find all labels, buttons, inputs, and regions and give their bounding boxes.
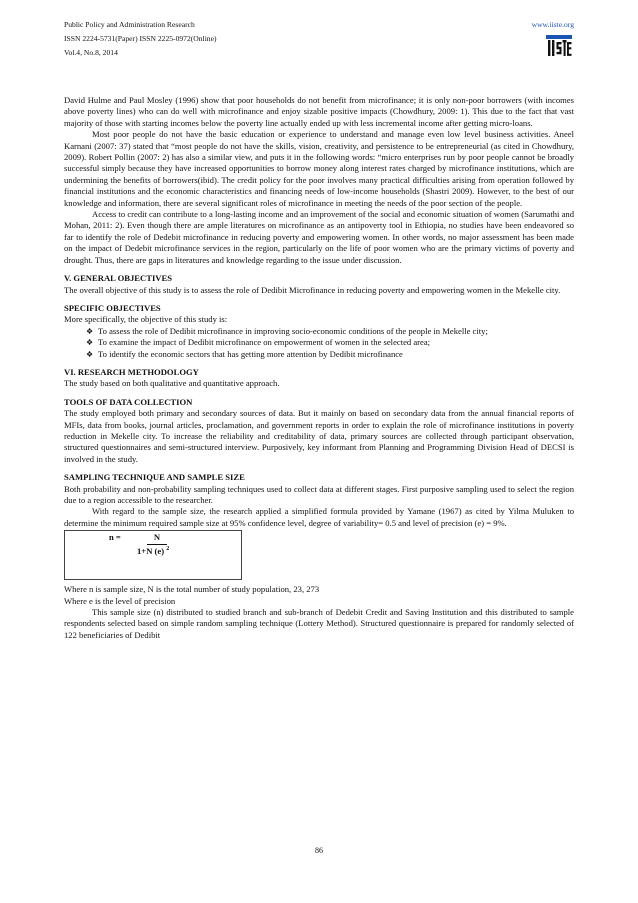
volume-line: Vol.4, No.8, 2014 (64, 48, 118, 57)
specific-objectives-intro: More specifically, the objective of this study is: (64, 314, 228, 325)
journal-title: Public Policy and Administration Research (64, 20, 195, 29)
intro-paragraph-2: Most poor people do not have the basic education or experience to understand and manage even low level business activities. Aneel Karnani (2007: 37) stated that “most people do not have the skills, vision, creativity, and persistence to be entrepreneurial (as cited in Chowdhury, 2009). Robert Pollin (2007: 2) has also a similar view, and puts it in the following words: “micro enterprises run by poor people cannot be broadly successful simply because they have increased opportunities to borrow money along interest rates charged by microfinance institutions, which are undermining the benefits of borrowers(ibid). The credit policy for the poor involves many practical difficulties arising from operation followed by financial institutions and the economic characteristics and financing needs of low-income households (Shastri 2009). However, to the best of our knowledge and information, there are several significant roles of microfinance in meeting the needs of the poor section of the people. (64, 129, 574, 208)
where-n-text: Where n is sample size, N is the total number of study population, 23, 273 (64, 584, 320, 595)
methodology-section (64, 367, 574, 390)
tools-section (64, 397, 574, 465)
general-objectives-section (64, 273, 574, 296)
specific-objectives-section (64, 303, 574, 360)
diamond-bullet-icon: ❖ (86, 349, 94, 359)
objectives-list (64, 326, 574, 360)
issn-line: ISSN 2224-5731(Paper) ISSN 2225-0972(Online) (64, 34, 217, 43)
objective-text: To examine the impact of Dedibit microfinance on empowerment of women in the selected area; (98, 337, 431, 348)
formula-denominator (137, 544, 169, 557)
formula-denominator-text: 1+N (e) (137, 546, 165, 557)
methodology-text: The study based on both qualitative and quantitative approach. (64, 378, 280, 389)
formula-lhs: n = (109, 532, 121, 543)
specific-objectives-heading: SPECIFIC OBJECTIVES (64, 302, 161, 313)
general-objectives-heading: V. GENERAL OBJECTIVES (64, 273, 173, 284)
formula-numerator: N (147, 532, 167, 544)
formula-exponent: 2 (166, 546, 170, 553)
general-objectives-text: The overall objective of this study is to assess the role of Dedibit Microfinance in reducing poverty and empowering women in the Mekelle city. (64, 284, 561, 295)
sampling-paragraph-1: Both probability and non-probability sampling techniques used to collect data at different stages. First purposive sampling used to select the region due to a region accessible to the researcher. (64, 483, 574, 505)
methodology-heading: VI. RESEARCH METHODOLOGY (64, 366, 199, 377)
list-item (86, 337, 574, 348)
iiste-logo (546, 35, 572, 57)
intro-paragraph-1: David Hulme and Paul Mosley (1996) show that poor households do not benefit from microfinance; it is only non-poor borrowers (with incomes above poverty lines) who can do well with microfinance and enjoy sizable positive impacts (Chowdhury, 2009: 1). This due to the fact that vast majority of those with starting incomes below the poverty line actually ended up with less incremental income after getting micro-loans. (64, 95, 574, 128)
objective-text: To identify the economic sectors that has getting more attention by Dedibit microfinance (98, 348, 403, 359)
intro-paragraph-3: Access to credit can contribute to a long-lasting income and an improvement of the social and economic situation of women (Sarumathi and Mohan, 2011: 2). Even though there are ample literatures on microfinance as an antipoverty tool in Ethiopia, no studies have been endeavored so far to identify the role of Dedebit microfinance in reducing poverty and empowering women. In other words, no major assessment has been made on the impact of Dedebit microfinance services in the region, particularly on the life of poor women who are the primary victims of poverty and drought. Thus, there are gaps in literatures and knowledge regarding to the issue under discussion. (64, 209, 574, 265)
sampling-section (64, 472, 574, 641)
sample-size-formula (64, 530, 242, 580)
sampling-paragraph-3: This sample size (n) distributed to studied branch and sub-branch of Dedebit Credit and Saving Institution and this distributed to sample respondents selected based on simple random sampling technique (Lottery Method). Structured questionnaire is prepared for randomly selected of 122 beneficiaries of Dedibit (64, 607, 574, 640)
page-number: 86 (315, 846, 323, 855)
journal-url-link[interactable]: www.iiste.org (531, 20, 574, 29)
tools-heading: TOOLS OF DATA COLLECTION (64, 396, 193, 407)
diamond-bullet-icon: ❖ (86, 326, 94, 336)
article-body (64, 95, 574, 641)
where-e-text: Where e is the level of precision (64, 595, 176, 606)
sampling-heading: SAMPLING TECHNIQUE AND SAMPLE SIZE (64, 472, 245, 483)
list-item (86, 326, 574, 337)
sampling-paragraph-2: With regard to the sample size, the research applied a simplified formula provided by Yamane (1967) as cited by Yilma Muluken to determine the minimum required sample size at 95% confidence level, degree of variability= 0.5 and level of precision (e) = 9%. (64, 506, 574, 528)
diamond-bullet-icon: ❖ (86, 338, 94, 348)
page-header (64, 18, 574, 78)
objective-text: To assess the role of Dedibit microfinance in improving socio-economic conditions of the people in Mekelle city; (98, 325, 488, 336)
tools-text: The study employed both primary and secondary sources of data. But it mainly on based on secondary data from the annual financial reports of MFIs, data from books, journal articles, proclamation, and government reports in order to explain the role of microfinance institutions in poverty reduction in Mekelle city. To increase the reliability and creditability of data, primary sources are collected through participant observation, structured questionnaires and semi-structured interview. Purposively, key informant from Planning and Programming Division Head of DECSI is involved in the study. (64, 408, 574, 464)
list-item (86, 349, 574, 360)
